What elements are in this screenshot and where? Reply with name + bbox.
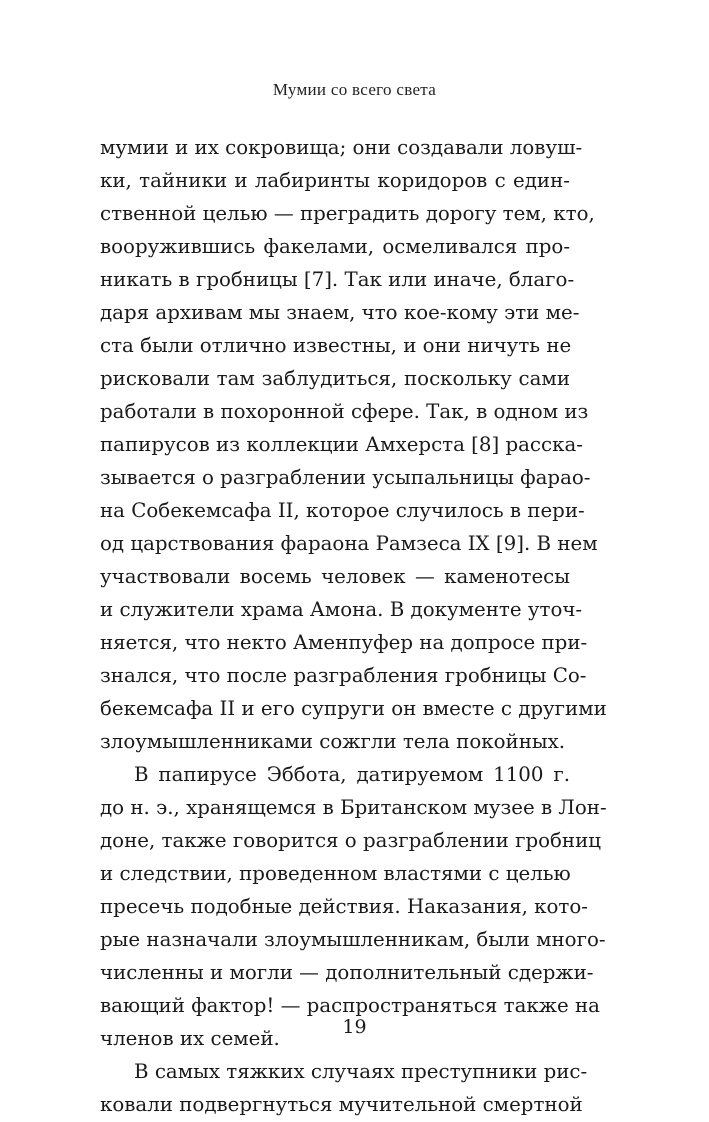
text-line: членов их семей. <box>100 1027 280 1050</box>
text-line: знался, что после разграбления гробницы Со- <box>100 664 587 687</box>
paragraph-first-line: В самых тяжких случаях преступники рис- <box>134 1060 588 1083</box>
text-line: рые назначали злоумышленникам, были много- <box>100 928 606 951</box>
text-line: вающий фактор! — распространяться также на <box>100 994 600 1017</box>
running-head-title: Мумии со всего света <box>272 80 437 99</box>
text-line: рисковали там заблудиться, поскольку сами <box>100 367 570 390</box>
text-line: злоумышленниками сожгли тела покойных. <box>100 730 566 753</box>
text-line: зывается о разграблении усыпальницы фарао- <box>100 466 591 489</box>
text-line: работали в похоронной сфере. Так, в одном из <box>100 400 589 423</box>
text-line: ственной целью — преградить дорогу тем, кто, <box>100 202 595 225</box>
text-line: на Собекемсафа II, которое случилось в пери- <box>100 499 585 522</box>
text-line: доне, также говорится о разграблении гробниц <box>100 829 602 852</box>
text-line: никать в гробницы [7]. Так или иначе, благо- <box>100 268 575 291</box>
text-line: до н. э., хранящемся в Британском музее в Лон- <box>100 796 607 819</box>
text-line: ковали подвергнуться мучительной смертной <box>100 1093 583 1116</box>
text-line: даря архивам мы знаем, что кое-кому эти ме- <box>100 301 580 324</box>
page-number: 19 <box>342 1016 367 1038</box>
body-text <box>100 131 607 1121</box>
text-line: папирусов из коллекции Амхерста [8] расска- <box>100 433 583 456</box>
text-line: пресечь подобные действия. Наказания, кото- <box>100 895 588 918</box>
text-line: участвовали восемь человек — каменотесы <box>100 565 570 588</box>
text-line: од царствования фараона Рамзеса IX [9]. В нем <box>100 532 598 555</box>
text-line: ки, тайники и лабиринты коридоров с един- <box>100 169 570 192</box>
text-line: и следствии, проведенном властями с целью <box>100 862 571 885</box>
text-line: ста были отлично известны, и они ничуть не <box>100 334 572 357</box>
text-line: мумии и их сокровища; они создавали ловуш- <box>100 136 583 159</box>
text-line: бекемсафа II и его супруги он вместе с другими <box>100 697 607 720</box>
text-line: вооружившись факелами, осмеливался про- <box>100 235 570 258</box>
text-line: и служители храма Амона. В документе уточ- <box>100 598 583 621</box>
text-line: численны и могли — дополнительный сдержи- <box>100 961 594 984</box>
text-line: няется, что некто Аменпуфер на допросе при- <box>100 631 588 654</box>
paragraph-first-line: В папирусе Эббота, датируемом 1100 г. <box>134 763 570 786</box>
